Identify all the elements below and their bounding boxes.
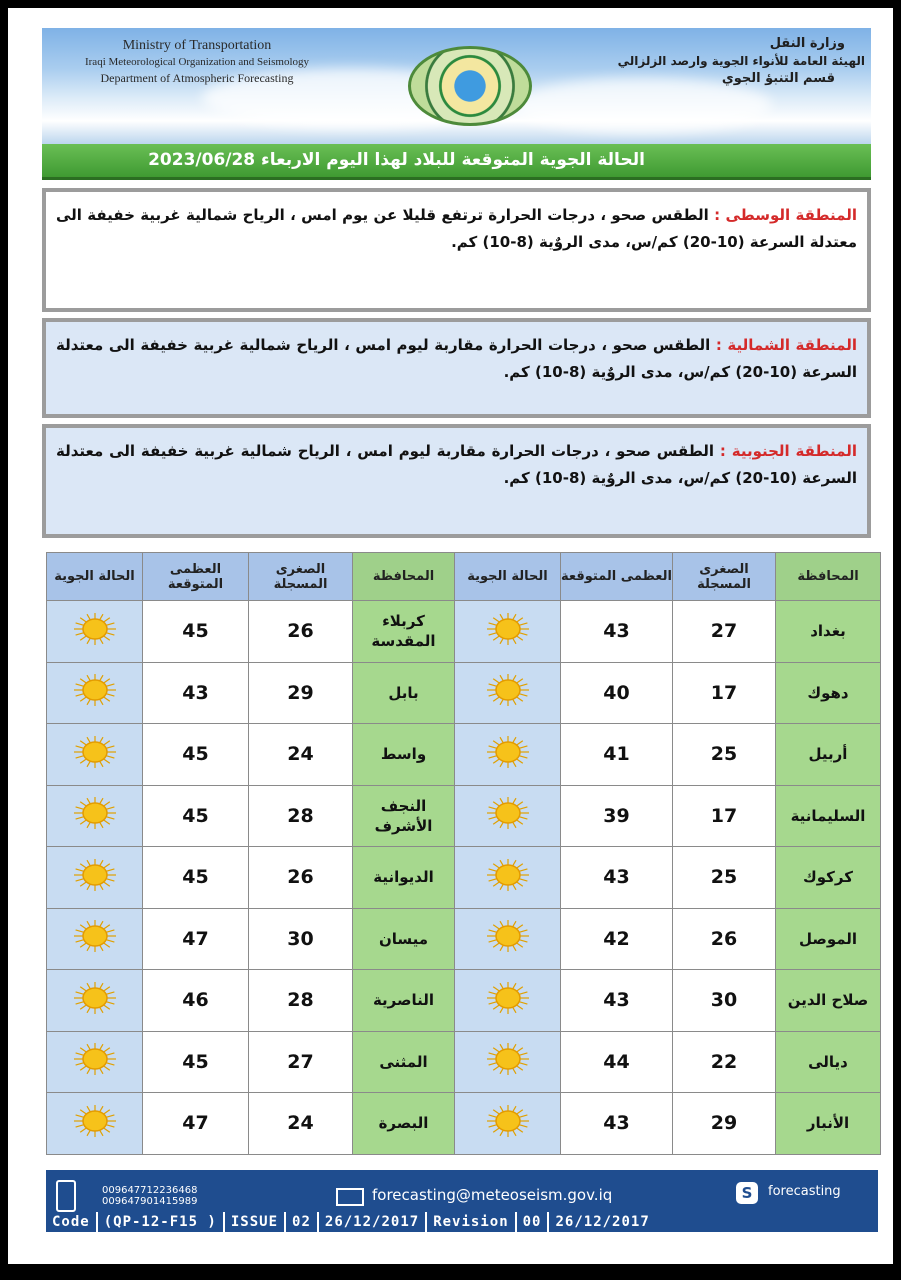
max-temp-cell: 45 bbox=[143, 847, 249, 909]
page-title: الحالة الجوية المتوقعة للبلاد لهذا اليوم الاربعاء 2023/06/28 bbox=[148, 150, 645, 170]
sunny-icon bbox=[485, 1041, 531, 1077]
max-temp-cell: 43 bbox=[561, 847, 673, 909]
header-banner bbox=[42, 28, 871, 144]
sunny-icon bbox=[485, 611, 531, 647]
code-item: ISSUE bbox=[225, 1212, 286, 1232]
header-max: العظمى المتوقعة bbox=[561, 553, 673, 601]
max-temp-cell: 45 bbox=[143, 601, 249, 663]
max-temp-cell: 42 bbox=[561, 908, 673, 970]
min-temp-cell: 24 bbox=[249, 1093, 353, 1155]
max-temp-cell: 39 bbox=[561, 785, 673, 847]
province-cell: الناصرية bbox=[353, 970, 455, 1032]
table-row bbox=[47, 970, 881, 1032]
weather-cell bbox=[455, 1093, 561, 1155]
sunny-icon bbox=[72, 980, 118, 1016]
region-central bbox=[42, 188, 871, 312]
header-weather: الحالة الجوية bbox=[47, 553, 143, 601]
phone-number: 009647712236468 bbox=[102, 1185, 198, 1196]
code-item: 02 bbox=[286, 1212, 319, 1232]
province-cell: النجف الأشرف bbox=[353, 785, 455, 847]
min-temp-cell: 17 bbox=[673, 662, 776, 724]
sunny-icon bbox=[485, 857, 531, 893]
document-code-row bbox=[46, 1212, 878, 1232]
table-header-row bbox=[47, 553, 881, 601]
province-cell: البصرة bbox=[353, 1093, 455, 1155]
min-temp-cell: 22 bbox=[673, 1031, 776, 1093]
sunny-icon bbox=[72, 672, 118, 708]
province-cell: دهوك bbox=[776, 662, 881, 724]
province-cell: ميسان bbox=[353, 908, 455, 970]
sunny-icon bbox=[72, 734, 118, 770]
weather-cell bbox=[47, 908, 143, 970]
region-south bbox=[42, 424, 871, 538]
sunny-icon bbox=[72, 918, 118, 954]
min-temp-cell: 28 bbox=[249, 970, 353, 1032]
region-north bbox=[42, 318, 871, 418]
sunny-icon bbox=[72, 611, 118, 647]
region-text: الطقس صحو ، درجات الحرارة مقاربة ليوم امس ، الرياح شمالية غربية خفيفة الى معتدلة السرعة (10-20) كم/س، مدى الروٌية (8-10) كم. bbox=[56, 442, 857, 487]
max-temp-cell: 45 bbox=[143, 785, 249, 847]
sunny-icon bbox=[485, 1103, 531, 1139]
sunny-icon bbox=[485, 672, 531, 708]
code-item: Revision bbox=[427, 1212, 516, 1232]
sunny-icon bbox=[72, 795, 118, 831]
forecast-page bbox=[8, 8, 893, 1264]
max-temp-cell: 47 bbox=[143, 1093, 249, 1155]
max-temp-cell: 43 bbox=[143, 662, 249, 724]
phone-icon bbox=[56, 1180, 76, 1212]
weather-cell bbox=[47, 1031, 143, 1093]
max-temp-cell: 44 bbox=[561, 1031, 673, 1093]
header-weather: الحالة الجوية bbox=[455, 553, 561, 601]
weather-cell bbox=[47, 970, 143, 1032]
header-min: الصغرى المسجلة bbox=[249, 553, 353, 601]
max-temp-cell: 46 bbox=[143, 970, 249, 1032]
min-temp-cell: 26 bbox=[673, 908, 776, 970]
code-item: (QP-12-F15 ) bbox=[98, 1212, 225, 1232]
min-temp-cell: 27 bbox=[673, 601, 776, 663]
forecast-table bbox=[46, 552, 881, 1155]
max-temp-cell: 40 bbox=[561, 662, 673, 724]
province-cell: الموصل bbox=[776, 908, 881, 970]
weather-cell bbox=[47, 1093, 143, 1155]
province-cell: بابل bbox=[353, 662, 455, 724]
title-bar bbox=[42, 144, 871, 180]
weather-cell bbox=[455, 601, 561, 663]
min-temp-cell: 30 bbox=[673, 970, 776, 1032]
max-temp-cell: 41 bbox=[561, 724, 673, 786]
code-item: 00 bbox=[517, 1212, 550, 1232]
header-max: العظمى المتوقعة bbox=[143, 553, 249, 601]
province-cell: أربيل bbox=[776, 724, 881, 786]
mail-icon bbox=[336, 1188, 364, 1206]
skype-icon: S bbox=[736, 1182, 758, 1204]
weather-cell bbox=[455, 970, 561, 1032]
sunny-icon bbox=[485, 918, 531, 954]
max-temp-cell: 47 bbox=[143, 908, 249, 970]
organization-name-ar: الهيئة العامة للأنواء الجوية وارصد الزلزالي bbox=[617, 54, 865, 68]
province-cell: صلاح الدين bbox=[776, 970, 881, 1032]
header-arabic bbox=[565, 36, 865, 86]
header-min: الصغرى المسجلة bbox=[673, 553, 776, 601]
region-name: المنطقة الشمالية : bbox=[715, 336, 857, 354]
sunny-icon bbox=[72, 1103, 118, 1139]
phone-numbers bbox=[102, 1185, 197, 1207]
weather-cell bbox=[455, 847, 561, 909]
department-name-en: Department of Atmospheric Forecasting bbox=[100, 71, 294, 85]
min-temp-cell: 26 bbox=[249, 601, 353, 663]
province-cell: كركوك bbox=[776, 847, 881, 909]
table-row bbox=[47, 601, 881, 663]
skype-name[interactable]: forecasting bbox=[768, 1184, 841, 1199]
sunny-icon bbox=[485, 980, 531, 1016]
weather-cell bbox=[455, 662, 561, 724]
code-item: Code bbox=[46, 1212, 98, 1232]
region-text: الطقس صحو ، درجات الحرارة ترتفع قليلا عن يوم امس ، الرياح شمالية غربية خفيفة الى معتدلة السرعة (10-20) كم/س، مدى الروٌية (8-10) كم. bbox=[56, 206, 857, 251]
weather-cell bbox=[47, 662, 143, 724]
min-temp-cell: 24 bbox=[249, 724, 353, 786]
sunny-icon bbox=[72, 1041, 118, 1077]
table-row bbox=[47, 1093, 881, 1155]
ministry-name-en: Ministry of Transportation bbox=[122, 38, 272, 53]
max-temp-cell: 45 bbox=[143, 1031, 249, 1093]
weather-cell bbox=[455, 908, 561, 970]
max-temp-cell: 45 bbox=[143, 724, 249, 786]
weather-cell bbox=[47, 785, 143, 847]
province-cell: الديوانية bbox=[353, 847, 455, 909]
min-temp-cell: 28 bbox=[249, 785, 353, 847]
weather-cell bbox=[47, 724, 143, 786]
province-cell: السليمانية bbox=[776, 785, 881, 847]
min-temp-cell: 17 bbox=[673, 785, 776, 847]
table-row bbox=[47, 724, 881, 786]
sunny-icon bbox=[72, 857, 118, 893]
organization-name-en: Iraqi Meteorological Organization and Seismology bbox=[84, 56, 310, 68]
sunny-icon bbox=[485, 795, 531, 831]
province-cell: واسط bbox=[353, 724, 455, 786]
max-temp-cell: 43 bbox=[561, 1093, 673, 1155]
min-temp-cell: 25 bbox=[673, 724, 776, 786]
table-row bbox=[47, 662, 881, 724]
header-english bbox=[52, 38, 342, 86]
code-item: 26/12/2017 bbox=[319, 1212, 427, 1232]
footer-bar bbox=[46, 1170, 878, 1232]
table-row bbox=[47, 1031, 881, 1093]
weather-cell bbox=[455, 724, 561, 786]
weather-cell bbox=[47, 601, 143, 663]
department-name-ar: قسم التنبؤ الجوي bbox=[721, 71, 835, 86]
table-row bbox=[47, 847, 881, 909]
weather-cell bbox=[455, 785, 561, 847]
ministry-name-ar: وزارة النقل bbox=[769, 36, 845, 51]
max-temp-cell: 43 bbox=[561, 970, 673, 1032]
max-temp-cell: 43 bbox=[561, 601, 673, 663]
table-row bbox=[47, 785, 881, 847]
header-province: المحافظة bbox=[353, 553, 455, 601]
weather-cell bbox=[47, 847, 143, 909]
min-temp-cell: 25 bbox=[673, 847, 776, 909]
min-temp-cell: 30 bbox=[249, 908, 353, 970]
sunny-icon bbox=[485, 734, 531, 770]
weather-cell bbox=[455, 1031, 561, 1093]
email-address[interactable]: forecasting@meteoseism.gov.iq bbox=[372, 1186, 613, 1204]
phone-number: 009647901415989 bbox=[102, 1196, 198, 1207]
province-cell: الأنبار bbox=[776, 1093, 881, 1155]
province-cell: بغداد bbox=[776, 601, 881, 663]
province-cell: كربلاء المقدسة bbox=[353, 601, 455, 663]
region-name: المنطقة الوسطى : bbox=[714, 206, 857, 224]
header-province: المحافظة bbox=[776, 553, 881, 601]
province-cell: المثنى bbox=[353, 1031, 455, 1093]
province-cell: ديالى bbox=[776, 1031, 881, 1093]
table-row bbox=[47, 908, 881, 970]
min-temp-cell: 26 bbox=[249, 847, 353, 909]
region-text: الطقس صحو ، درجات الحرارة مقاربة ليوم امس ، الرياح شمالية غربية خفيفة الى معتدلة السرعة (10-20) كم/س، مدى الروٌية (8-10) كم. bbox=[56, 336, 857, 381]
code-item: 26/12/2017 bbox=[555, 1214, 650, 1230]
organization-logo bbox=[408, 46, 532, 126]
min-temp-cell: 27 bbox=[249, 1031, 353, 1093]
min-temp-cell: 29 bbox=[249, 662, 353, 724]
min-temp-cell: 29 bbox=[673, 1093, 776, 1155]
region-name: المنطقة الجنوبية : bbox=[719, 442, 857, 460]
